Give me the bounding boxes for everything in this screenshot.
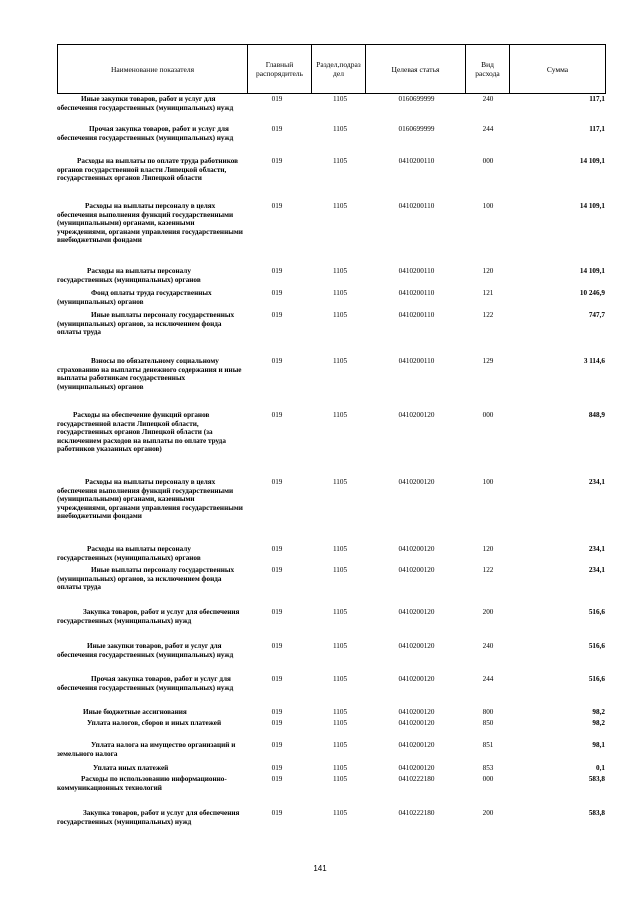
row-glava: 019 [271,411,283,419]
row-glava: 019 [271,608,283,616]
row-summa: 117,1 [589,125,605,133]
row-name: Иные выплаты персоналу государственных (муниципальных) органов, за исключением фонда оплаты труда [57,566,235,592]
row-summa: 98,2 [592,708,605,716]
row-razdel: 1105 [332,642,348,650]
row-razdel: 1105 [332,289,348,297]
row-name: Расходы на выплаты персоналу государственных (муниципальных) органов [57,545,201,562]
row-glava: 019 [271,267,283,275]
row-cel: 0410200120 [398,719,435,727]
row-glava: 019 [271,741,283,749]
row-vid: 240 [482,95,494,103]
row-glava: 019 [271,775,283,783]
row-razdel: 1105 [332,775,348,783]
row-name: Уплата налогов, сборов и иных платежей [87,719,222,727]
row-cel: 0410200120 [398,708,435,716]
row-glava: 019 [271,95,283,103]
row-glava: 019 [271,675,283,683]
row-razdel: 1105 [332,719,348,727]
row-glava: 019 [271,545,283,553]
row-cel: 0410200120 [398,741,435,749]
row-cel: 0410200120 [398,764,435,772]
row-razdel: 1105 [332,764,348,772]
row-name: Закупка товаров, работ и услуг для обеспечения государственных (муниципальных) нужд [57,608,240,625]
row-glava: 019 [271,764,283,772]
row-vid: 800 [482,708,494,716]
row-vid: 850 [482,719,494,727]
row-vid: 240 [482,642,494,650]
row-summa: 234,1 [588,545,605,553]
row-glava: 019 [271,478,283,486]
row-cel: 0410200120 [398,675,435,683]
row-name: Расходы на выплаты персоналу в целях обеспечения выполнения функций государственными (муниципальными) органами, казенными учреждениями, органами управления государственными внебюджетными фондами [57,478,243,521]
row-razdel: 1105 [332,311,348,319]
row-name: Расходы на выплаты персоналу государственных (муниципальных) органов [57,267,201,284]
row-cel: 0160699999 [398,95,435,103]
row-cel: 0410200110 [398,357,435,365]
row-summa: 3 114,6 [583,357,605,365]
row-vid: 200 [482,608,494,616]
row-razdel: 1105 [332,566,348,574]
row-vid: 244 [482,675,494,683]
row-razdel: 1105 [332,675,348,683]
row-glava: 019 [271,157,283,165]
row-vid: 244 [482,125,494,133]
row-name: Взносы по обязательному социальному страхованию на выплаты денежного содержания и иные выплаты работникам государственных (муниципальных) органов [57,357,242,391]
row-glava: 019 [271,311,283,319]
row-summa: 747,7 [588,311,605,319]
row-summa: 583,8 [588,775,605,783]
row-glava: 019 [271,566,283,574]
row-summa: 234,1 [588,478,605,486]
row-vid: 000 [482,157,494,165]
row-glava: 019 [271,719,283,727]
row-razdel: 1105 [332,125,348,133]
row-razdel: 1105 [332,267,348,275]
row-summa: 234,1 [588,566,605,574]
row-summa: 516,6 [588,608,605,616]
page-number: 141 [313,864,327,873]
row-razdel: 1105 [332,608,348,616]
row-vid: 000 [482,411,494,419]
table-header [57,44,606,94]
row-name: Прочая закупка товаров, работ и услуг для обеспечения государственных (муниципальных) нужд [57,675,234,692]
row-summa: 516,6 [588,642,605,650]
row-cel: 0410222180 [398,775,435,783]
row-name: Прочая закупка товаров, работ и услуг для обеспечения государственных (муниципальных) нужд [57,125,234,142]
row-summa: 98,2 [592,719,605,727]
row-summa: 14 109,1 [579,202,605,210]
row-summa: 0,1 [596,764,605,772]
row-summa: 10 246,9 [579,289,605,297]
row-cel: 0410200120 [398,642,435,650]
row-cel: 0160699999 [398,125,435,133]
row-glava: 019 [271,289,283,297]
row-name: Уплата налога на имущество организаций и земельного налога [57,741,236,758]
row-razdel: 1105 [332,411,348,419]
row-razdel: 1105 [332,708,348,716]
row-razdel: 1105 [332,202,348,210]
row-cel: 0410200110 [398,289,435,297]
row-name: Расходы на выплаты по оплате труда работников органов государственной власти Липецкой области, государственных органов Липецкой области [57,157,239,183]
row-summa: 14 109,1 [579,267,605,275]
row-vid: 122 [482,311,494,319]
row-razdel: 1105 [332,95,348,103]
row-vid: 100 [482,202,494,210]
row-cel: 0410200110 [398,202,435,210]
row-vid: 851 [482,741,494,749]
row-cel: 0410200120 [398,478,435,486]
row-vid: 120 [482,545,494,553]
row-glava: 019 [271,202,283,210]
row-cel: 0410200120 [398,608,435,616]
row-summa: 848,9 [588,411,605,419]
header-name: Наименование показателя [58,45,248,94]
header-summa: Сумма [510,45,606,94]
row-vid: 000 [482,775,494,783]
row-name: Иные закупки товаров, работ и услуг для обеспечения государственных (муниципальных) нужд [57,642,234,659]
row-glava: 019 [271,125,283,133]
header-glava: Главный распорядитель [248,45,312,94]
row-glava: 019 [271,642,283,650]
row-cel: 0410200110 [398,267,435,275]
row-summa: 117,1 [589,95,605,103]
row-glava: 019 [271,708,283,716]
row-glava: 019 [271,809,283,817]
header-vid: Вид расхода [466,45,510,94]
row-razdel: 1105 [332,157,348,165]
row-razdel: 1105 [332,545,348,553]
row-vid: 121 [482,289,494,297]
row-name: Иные бюджетные ассигнования [83,708,187,716]
row-name: Иные выплаты персоналу государственных (муниципальных) органов, за исключением фонда оплаты труда [57,311,235,337]
row-cel: 0410200120 [398,545,435,553]
row-cel: 0410200120 [398,566,435,574]
row-name: Иные закупки товаров, работ и услуг для обеспечения государственных (муниципальных) нужд [57,95,234,112]
row-razdel: 1105 [332,741,348,749]
row-name: Расходы на выплаты персоналу в целях обеспечения выполнения функций государственными (муниципальными) органами, казенными учреждениями, органами управления государственными внебюджетными фондами [57,202,243,245]
row-summa: 516,6 [588,675,605,683]
row-vid: 100 [482,478,494,486]
row-name: Закупка товаров, работ и услуг для обеспечения государственных (муниципальных) нужд [57,809,240,826]
row-name: Фонд оплаты труда государственных (муниципальных) органов [57,289,212,306]
row-summa: 583,8 [588,809,605,817]
row-razdel: 1105 [332,809,348,817]
row-summa: 14 109,1 [579,157,605,165]
row-razdel: 1105 [332,478,348,486]
row-vid: 122 [482,566,494,574]
row-vid: 200 [482,809,494,817]
row-cel: 0410222180 [398,809,435,817]
row-vid: 853 [482,764,494,772]
header-cel: Целевая статья [366,45,466,94]
row-vid: 120 [482,267,494,275]
row-name: Расходы на обеспечение функций органов государственной власти Липецкой области, государственных органов Липецкой области (за исключением расходов на выплаты по оплате труда работников указанных органов) [57,411,226,454]
row-razdel: 1105 [332,357,348,365]
row-cel: 0410200120 [398,411,435,419]
row-cel: 0410200110 [398,311,435,319]
row-glava: 019 [271,357,283,365]
row-name: Уплата иных платежей [93,764,169,772]
row-cel: 0410200110 [398,157,435,165]
row-vid: 129 [482,357,494,365]
row-summa: 98,1 [592,741,605,749]
header-razdel: Раздел,подраз дел [312,45,366,94]
row-name: Расходы по использованию информационно-коммуникационных технологий [57,775,227,792]
